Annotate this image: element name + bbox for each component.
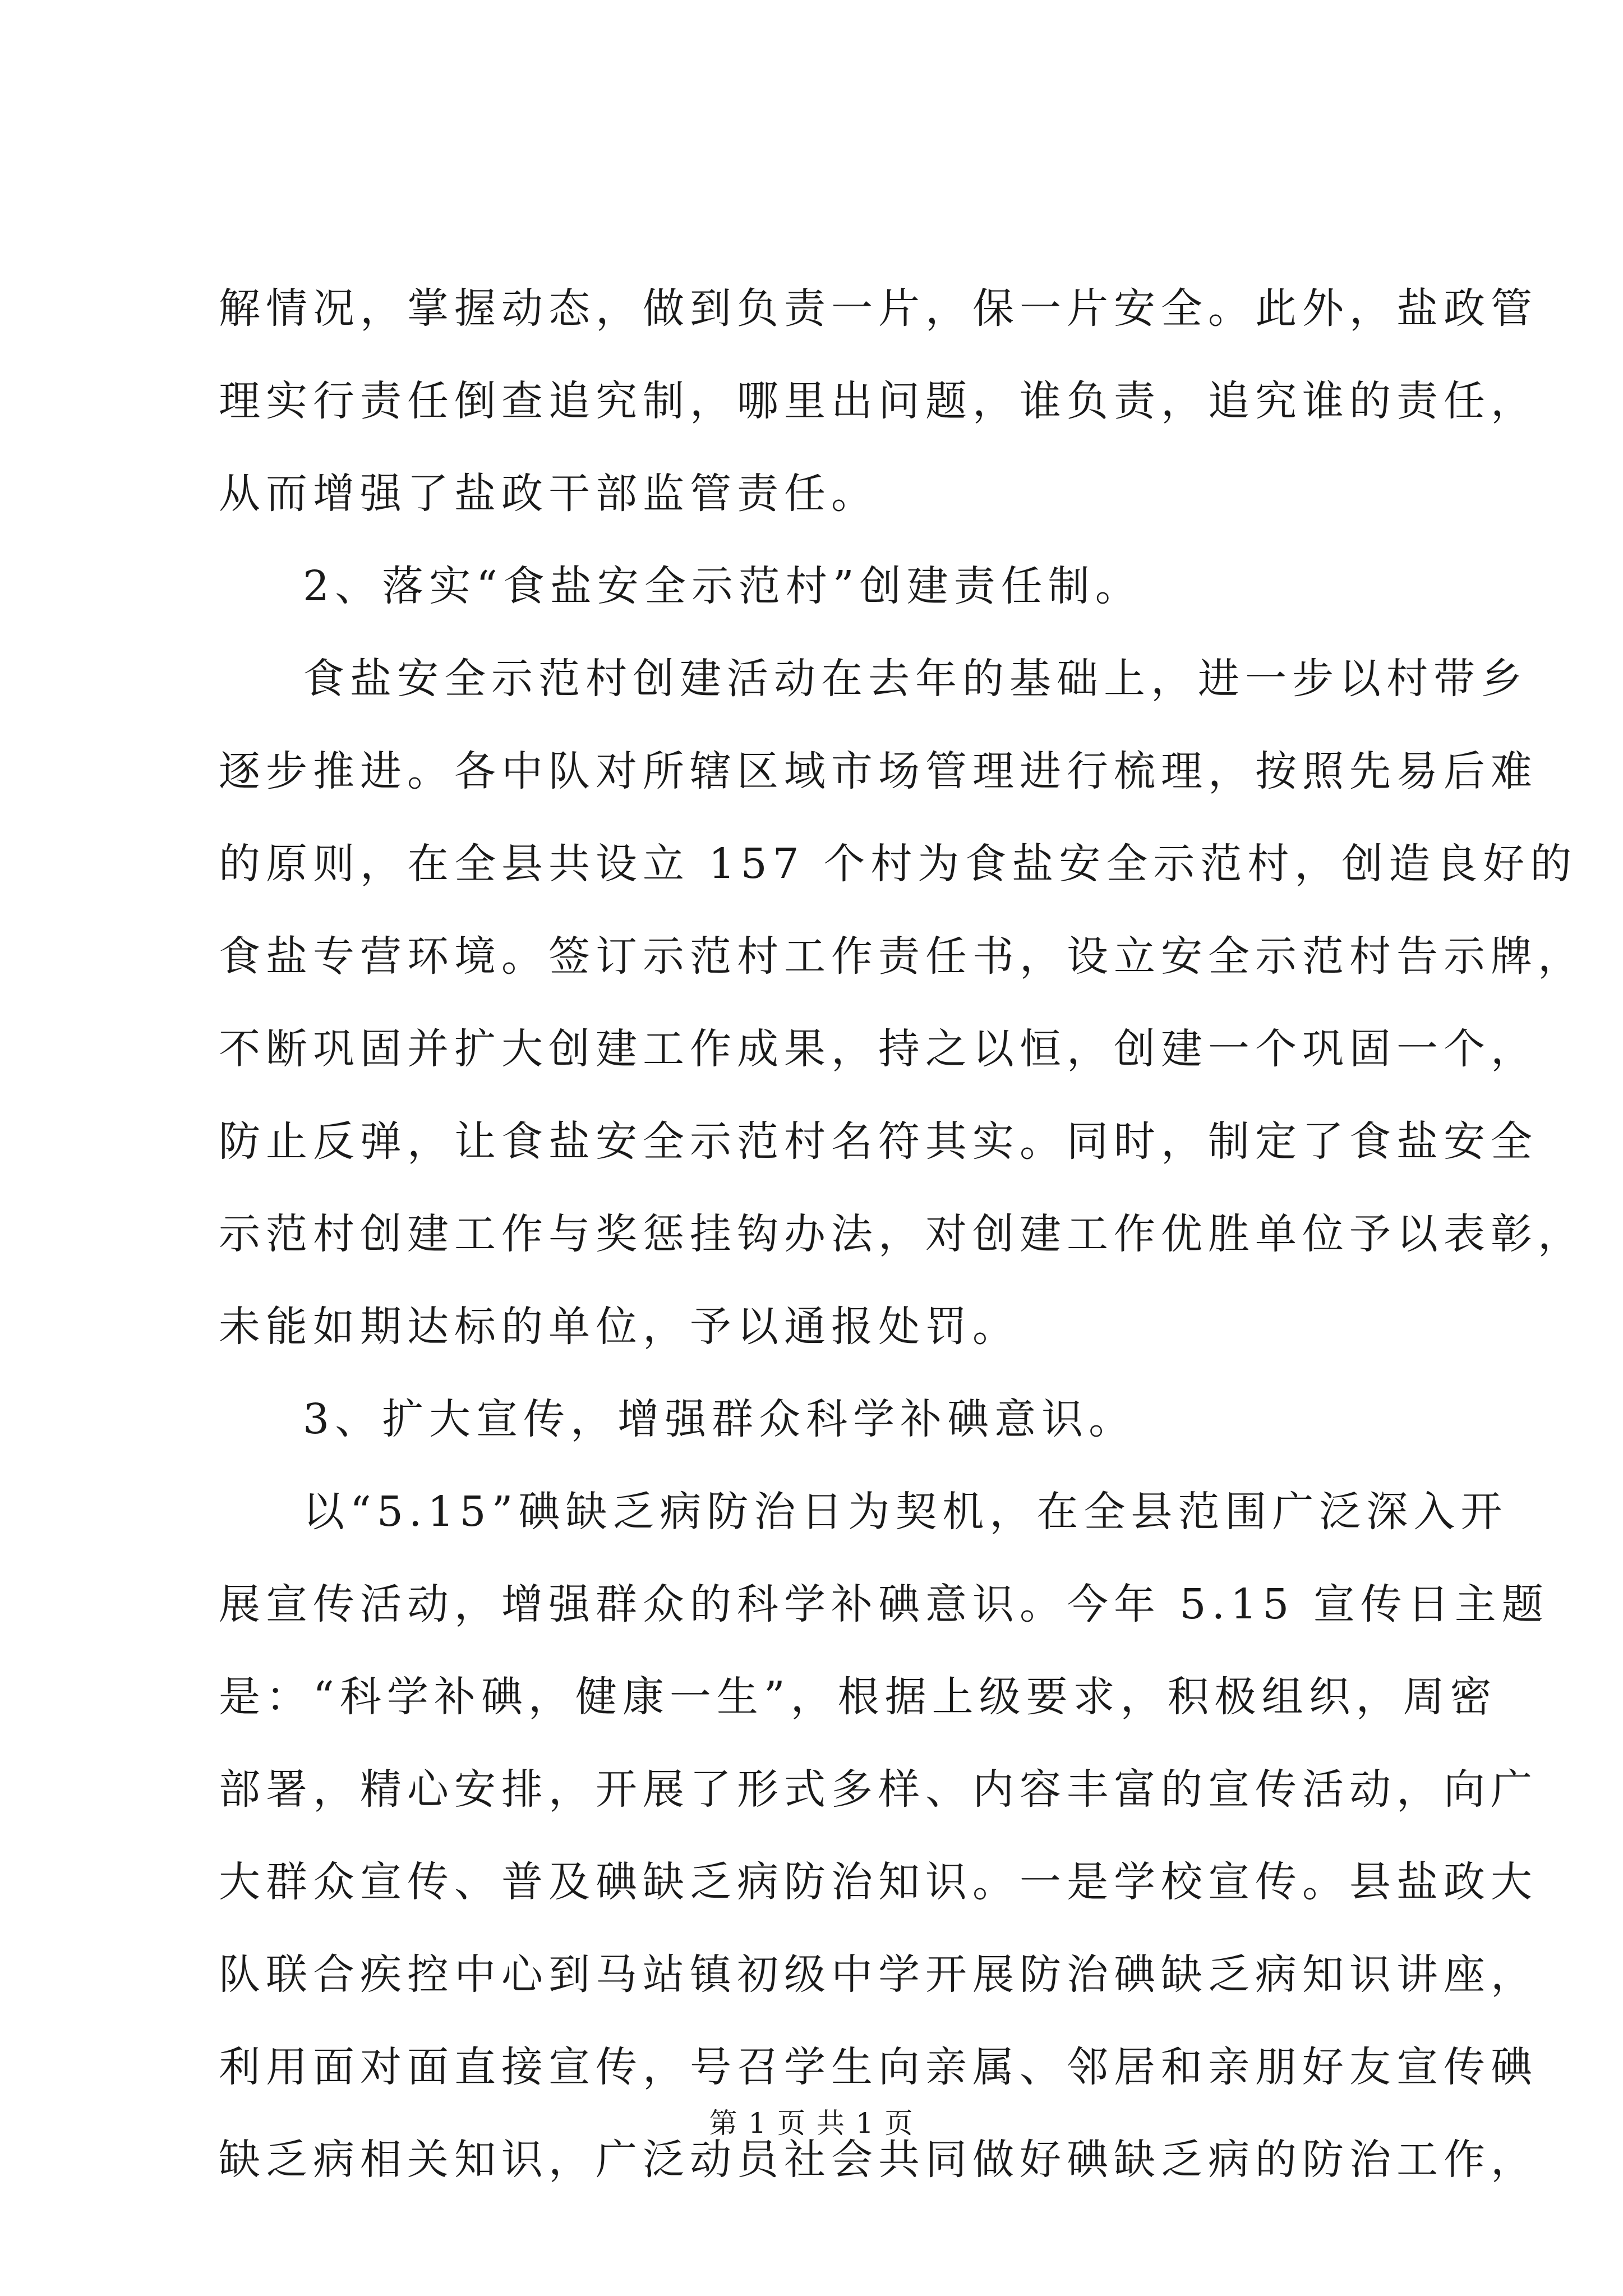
body-line: 不断巩固并扩大创建工作成果，持之以恒，创建一个巩固一个， — [219, 1025, 1538, 1073]
body-line: 理实行责任倒查追究制，哪里出问题，谁负责，追究谁的责任， — [219, 377, 1538, 425]
body-line: 逐步推进。各中队对所辖区域市场管理进行梳理，按照先易后难 — [219, 747, 1538, 795]
section-heading: 3、扩大宣传，增强群众科学补碘意识。 — [303, 1395, 1136, 1443]
body-line: 食盐专营环境。签订示范村工作责任书，设立安全示范村告示牌， — [219, 932, 1585, 981]
body-line: 未能如期达标的单位，予以通报处罚。 — [219, 1303, 1020, 1351]
body-line: 解情况，掌握动态，做到负责一片，保一片安全。此外，盐政管 — [219, 284, 1538, 333]
body-line: 是：“科学补碘，健康一生”，根据上级要求，积极组织，周密 — [219, 1673, 1497, 1721]
body-line: 从而增强了盐政干部监管责任。 — [219, 470, 878, 518]
body-line: 缺乏病相关知识，广泛动员社会共同做好碘缺乏病的防治工作， — [219, 2136, 1538, 2184]
page-footer: 第 1 页 共 1 页 — [709, 2107, 914, 2139]
section-heading: 2、落实“食盐安全示范村”创建责任制。 — [303, 562, 1142, 610]
body-line: 部署，精心安排，开展了形式多样、内容丰富的宣传活动，向广 — [219, 1765, 1538, 1814]
document-body — [219, 263, 1585, 2206]
paragraph-first-line: 以“5.15”碘缺乏病防治日为契机，在全县范围广泛深入开 — [303, 1488, 1508, 1536]
body-line: 利用面对面直接宣传，号召学生向亲属、邻居和亲朋好友宣传碘 — [219, 2043, 1538, 2091]
body-line: 示范村创建工作与奖惩挂钩办法，对创建工作优胜单位予以表彰， — [219, 1210, 1585, 1258]
body-line: 展宣传活动，增强群众的科学补碘意识。今年 5.15 宣传日主题 — [219, 1580, 1549, 1628]
body-line: 防止反弹，让食盐安全示范村名符其实。同时，制定了食盐安全 — [219, 1117, 1538, 1166]
body-line: 队联合疾控中心到马站镇初级中学开展防治碘缺乏病知识讲座， — [219, 1950, 1538, 1999]
body-line: 大群众宣传、普及碘缺乏病防治知识。一是学校宣传。县盐政大 — [219, 1858, 1538, 1906]
paragraph-first-line: 食盐安全示范村创建活动在去年的基础上，进一步以村带乡 — [303, 655, 1528, 703]
body-line: 的原则，在全县共设立 157 个村为食盐安全示范村，创造良好的 — [219, 840, 1578, 888]
